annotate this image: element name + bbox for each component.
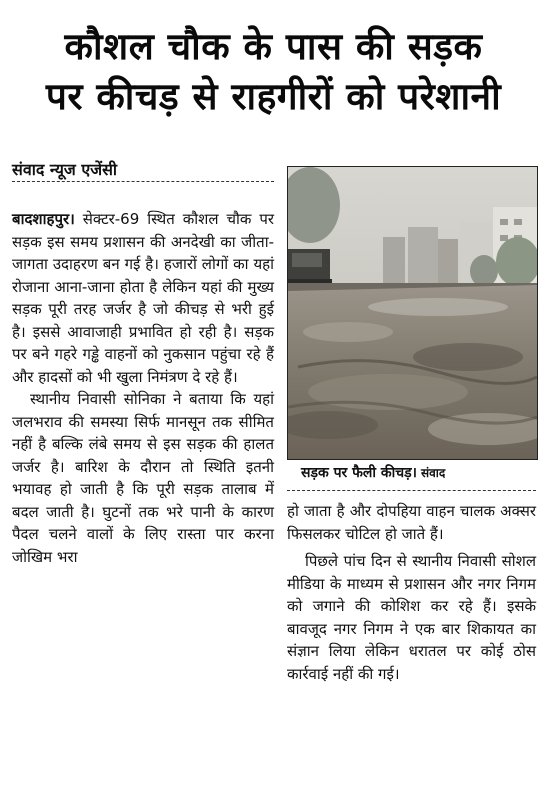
article-column-right: [287, 500, 536, 685]
paragraph-3: पिछले पांच दिन से स्थानीय निवासी सोशल मीडिया के माध्यम से प्रशासन और नगर निगम को जगाने की कोशिश कर रहे हैं। इसके बावजूद नगर निगम ने एक बार शिकायत का संज्ञान लिया लेकिन धरातल पर कोई ठोस कार्रवाई नहीं की गई।: [287, 552, 536, 683]
byline: संवाद न्यूज एजेंसी: [12, 160, 118, 179]
muddy-road-photo: [288, 167, 537, 459]
byline-divider: [12, 181, 274, 182]
caption-divider: [287, 490, 536, 491]
photo-credit: संवाद: [420, 466, 446, 480]
headline-line-1: कौशल चौक के पास की सड़क: [64, 25, 483, 68]
paragraph-1-body: सेक्टर-69 स्थित कौशल चौक पर सड़क इस समय प्रशासन की अनदेखी का जीता-जागता उदाहरण बन गई है। हजारों लोगों का यहां रोजाना आना-जाना होता है लेकिन यहां की मुख्य सड़क पूरी तरह जर्जर है जो कीचड़ से भरी हुई है। इससे आवाजाही प्रभावित हो रही है। सड़क पर बने गहरे गड्ढे वाहनों को नुकसान पहुंचा रहे हैं और हादसों को भी खुला निमंत्रण दे रहे हैं।: [12, 210, 274, 386]
paragraph-2: स्थानीय निवासी सोनिका ने बताया कि यहां जलभराव की समस्या सिर्फ मानसून तक सीमित नहीं है बल्कि लंबे समय से इस सड़क की हालत जर्जर है। बारिश के दौरान तो स्थिति इतनी भयावह हो जाती है कि पूरी सड़क तालाब में बदल जाती है। घुटनों तक भरे पानी के कारण पैदल चलने वालों के लिए रास्ता पार करना जोखिम भरा: [12, 390, 274, 566]
article-column-left: [12, 208, 274, 568]
caption-text: सड़क पर फैली कीचड़।: [301, 465, 417, 481]
news-photo: [287, 166, 538, 460]
paragraph-1: [12, 208, 274, 388]
headline: [8, 22, 539, 122]
paragraph-2-continued: हो जाता है और दोपहिया वाहन चालक अक्सर फिसलकर चोटिल हो जाते हैं।: [287, 502, 536, 543]
photo-caption: [287, 463, 536, 482]
dateline: बादशाहपुर।: [12, 210, 75, 228]
headline-line-2: पर कीचड़ से राहगीरों को परेशानी: [45, 75, 502, 118]
